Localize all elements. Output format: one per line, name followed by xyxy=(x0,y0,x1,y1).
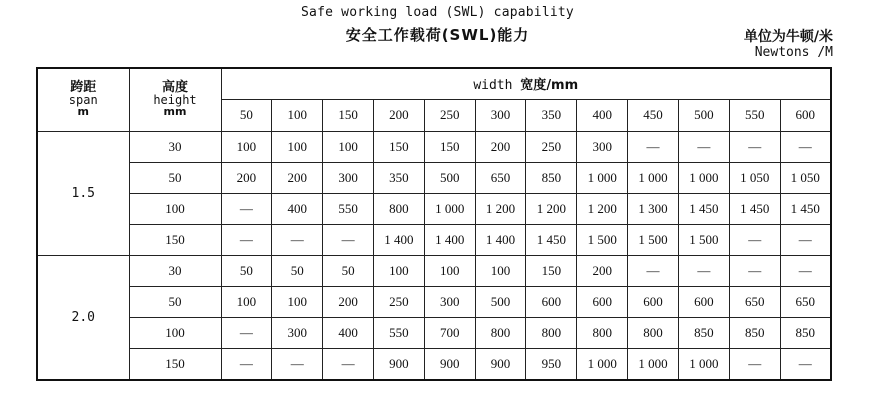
width-header-cell: 100 xyxy=(272,99,323,131)
width-header xyxy=(221,68,831,99)
load-value-cell: 200 xyxy=(475,131,526,162)
load-value-cell: — xyxy=(780,131,831,162)
load-value-cell: 100 xyxy=(272,287,323,318)
width-header-en: width xyxy=(473,78,513,94)
table-row xyxy=(37,131,831,162)
width-header-cell: 500 xyxy=(678,99,729,131)
load-value-cell: 250 xyxy=(526,131,577,162)
load-value-cell: 1 450 xyxy=(780,193,831,224)
load-value-cell: 1 400 xyxy=(373,224,424,255)
load-value-cell: 1 400 xyxy=(475,224,526,255)
span-header xyxy=(37,68,129,131)
load-value-cell: — xyxy=(221,318,272,349)
table-row xyxy=(37,193,831,224)
load-value-cell: 900 xyxy=(373,349,424,380)
load-value-cell: 1 500 xyxy=(577,224,628,255)
table-row xyxy=(37,318,831,349)
load-value-cell: 850 xyxy=(526,162,577,193)
load-value-cell: 1 000 xyxy=(678,349,729,380)
load-value-cell: — xyxy=(678,256,729,287)
load-value-cell: 150 xyxy=(526,256,577,287)
load-value-cell: 100 xyxy=(424,256,475,287)
load-value-cell: 150 xyxy=(373,131,424,162)
load-value-cell: 100 xyxy=(373,256,424,287)
span-value-cell: 2.0 xyxy=(37,256,129,381)
width-header-cell: 350 xyxy=(526,99,577,131)
load-value-cell: 100 xyxy=(221,131,272,162)
width-header-cell: 450 xyxy=(628,99,679,131)
width-header-unit: /mm xyxy=(546,78,579,94)
load-value-cell: 400 xyxy=(323,318,374,349)
load-value-cell: 300 xyxy=(323,162,374,193)
table-row xyxy=(37,224,831,255)
width-header-cell: 600 xyxy=(780,99,831,131)
load-value-cell: 800 xyxy=(628,318,679,349)
height-value-cell: 100 xyxy=(129,318,221,349)
load-value-cell: 1 000 xyxy=(628,349,679,380)
table-row xyxy=(37,162,831,193)
load-value-cell: 550 xyxy=(373,318,424,349)
load-value-cell: 600 xyxy=(577,287,628,318)
load-value-cell: 1 200 xyxy=(577,193,628,224)
load-value-cell: 350 xyxy=(373,162,424,193)
load-value-cell: — xyxy=(221,193,272,224)
load-value-cell: 150 xyxy=(424,131,475,162)
title-chinese: 安全工作载荷(SWL)能力 xyxy=(345,26,530,44)
load-value-cell: 1 400 xyxy=(424,224,475,255)
load-value-cell: — xyxy=(323,224,374,255)
table-row xyxy=(37,287,831,318)
load-value-cell: 1 000 xyxy=(678,162,729,193)
width-header-cell: 400 xyxy=(577,99,628,131)
width-header-cell: 50 xyxy=(221,99,272,131)
load-value-cell: 600 xyxy=(628,287,679,318)
load-value-cell: 1 000 xyxy=(577,162,628,193)
load-value-cell: 100 xyxy=(272,131,323,162)
title-english: Safe working load (SWL) capability xyxy=(301,5,574,20)
load-value-cell: 650 xyxy=(780,287,831,318)
load-value-cell: 200 xyxy=(577,256,628,287)
load-value-cell: 1 050 xyxy=(729,162,780,193)
load-value-cell: 850 xyxy=(678,318,729,349)
width-header-cell: 200 xyxy=(373,99,424,131)
load-value-cell: 300 xyxy=(272,318,323,349)
table-body xyxy=(37,131,831,380)
load-value-cell: — xyxy=(628,131,679,162)
load-value-cell: 1 500 xyxy=(628,224,679,255)
load-value-cell: 250 xyxy=(373,287,424,318)
height-value-cell: 50 xyxy=(129,162,221,193)
load-value-cell: 100 xyxy=(323,131,374,162)
load-value-cell: 1 200 xyxy=(526,193,577,224)
load-value-cell: 900 xyxy=(424,349,475,380)
width-header-zh: 宽度 xyxy=(520,78,547,94)
load-value-cell: 50 xyxy=(323,256,374,287)
table-row xyxy=(37,256,831,287)
load-value-cell: — xyxy=(729,224,780,255)
load-value-cell: 50 xyxy=(221,256,272,287)
load-value-cell: 600 xyxy=(526,287,577,318)
span-header-zh: 跨距 xyxy=(70,79,97,95)
load-value-cell: — xyxy=(628,256,679,287)
load-value-cell: — xyxy=(729,131,780,162)
height-header-zh: 高度 xyxy=(161,79,188,95)
load-value-cell: 1 450 xyxy=(526,224,577,255)
load-value-cell: 650 xyxy=(475,162,526,193)
load-value-cell: 1 000 xyxy=(577,349,628,380)
height-value-cell: 30 xyxy=(129,256,221,287)
load-value-cell: 200 xyxy=(272,162,323,193)
load-value-cell: 200 xyxy=(221,162,272,193)
load-value-cell: 100 xyxy=(221,287,272,318)
load-value-cell: 1 300 xyxy=(628,193,679,224)
load-value-cell: — xyxy=(780,349,831,380)
load-value-cell: 1 500 xyxy=(678,224,729,255)
load-value-cell: 300 xyxy=(424,287,475,318)
load-value-cell: 850 xyxy=(780,318,831,349)
width-header-cell: 300 xyxy=(475,99,526,131)
width-header-cell: 550 xyxy=(729,99,780,131)
load-value-cell: — xyxy=(323,349,374,380)
load-value-cell: 200 xyxy=(323,287,374,318)
height-value-cell: 50 xyxy=(129,287,221,318)
load-value-cell: 1 050 xyxy=(780,162,831,193)
load-value-cell: — xyxy=(729,256,780,287)
load-value-cell: 1 450 xyxy=(729,193,780,224)
span-value-cell: 1.5 xyxy=(37,131,129,256)
table-row xyxy=(37,349,831,380)
load-value-cell: 800 xyxy=(475,318,526,349)
height-value-cell: 100 xyxy=(129,193,221,224)
load-value-cell: 550 xyxy=(323,193,374,224)
load-value-cell: 500 xyxy=(475,287,526,318)
load-value-cell: 1 450 xyxy=(678,193,729,224)
unit-label-english: Newtons /M xyxy=(754,45,833,60)
load-value-cell: — xyxy=(780,256,831,287)
width-header-cell: 150 xyxy=(323,99,374,131)
height-value-cell: 150 xyxy=(129,349,221,380)
load-value-cell: 1 200 xyxy=(475,193,526,224)
load-value-cell: 500 xyxy=(424,162,475,193)
load-value-cell: 50 xyxy=(272,256,323,287)
load-value-cell: 950 xyxy=(526,349,577,380)
height-value-cell: 150 xyxy=(129,224,221,255)
load-value-cell: — xyxy=(678,131,729,162)
load-value-cell: — xyxy=(272,349,323,380)
load-value-cell: — xyxy=(780,224,831,255)
load-value-cell: 800 xyxy=(577,318,628,349)
load-value-cell: — xyxy=(221,224,272,255)
load-value-cell: 1 000 xyxy=(424,193,475,224)
swl-table xyxy=(36,67,832,381)
load-value-cell: 700 xyxy=(424,318,475,349)
load-value-cell: 300 xyxy=(577,131,628,162)
height-value-cell: 30 xyxy=(129,131,221,162)
load-value-cell: — xyxy=(221,349,272,380)
load-value-cell: 850 xyxy=(729,318,780,349)
span-header-en: span xyxy=(68,92,98,107)
load-value-cell: 600 xyxy=(678,287,729,318)
load-value-cell: — xyxy=(729,349,780,380)
height-header xyxy=(129,68,221,131)
load-value-cell: — xyxy=(272,224,323,255)
load-value-cell: 400 xyxy=(272,193,323,224)
span-header-unit: m xyxy=(77,104,89,118)
load-value-cell: 900 xyxy=(475,349,526,380)
height-header-en: height xyxy=(153,92,197,107)
unit-label-chinese: 单位为牛顿/米 xyxy=(743,29,833,45)
width-header-cell: 250 xyxy=(424,99,475,131)
height-header-unit: mm xyxy=(163,104,187,118)
load-value-cell: 800 xyxy=(373,193,424,224)
load-value-cell: 1 000 xyxy=(628,162,679,193)
load-value-cell: 800 xyxy=(526,318,577,349)
load-value-cell: 650 xyxy=(729,287,780,318)
load-value-cell: 100 xyxy=(475,256,526,287)
